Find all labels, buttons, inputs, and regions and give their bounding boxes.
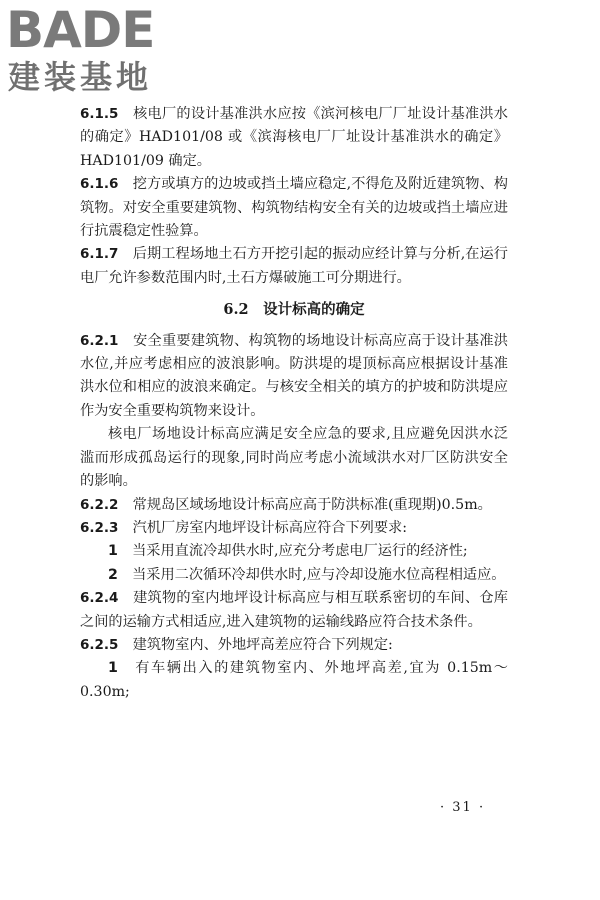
clause-6-2-3 xyxy=(80,517,508,540)
clause-number: 6.2.5 xyxy=(80,636,119,653)
clause-number: 6.2.4 xyxy=(80,590,119,607)
clause-text: 安全重要建筑物、构筑物的场地设计标高应高于设计基准洪水位,并应考虑相应的波浪影响。防洪堤的堤顶标高应根据设计基准洪水位和相应的波浪来确定。与核安全相关的填方的护坡和防洪堤应作为安全重要构筑物来设计。 xyxy=(80,332,508,419)
clause-number: 6.2.2 xyxy=(80,496,119,513)
item-text: 当采用直流冷却供水时,应充分考虑电厂运行的经济性; xyxy=(132,543,468,560)
item-text: 有车辆出入的建筑物室内、外地坪高差,宜为 0.15m～0.30m; xyxy=(80,660,508,700)
clause-number: 6.2.1 xyxy=(80,332,119,349)
list-item xyxy=(80,657,508,704)
clause-6-1-7 xyxy=(80,243,508,290)
item-number: 2 xyxy=(108,566,118,583)
item-number: 1 xyxy=(108,660,118,677)
clause-text: 常规岛区域场地设计标高应高于防洪标准(重现期)0.5m。 xyxy=(132,496,492,513)
clause-6-2-5 xyxy=(80,634,508,657)
clause-6-1-6 xyxy=(80,173,508,243)
clause-6-2-4 xyxy=(80,587,508,634)
item-text: 当采用二次循环冷却供水时,应与冷却设施水位高程相适应。 xyxy=(132,566,506,583)
clause-text: 后期工程场地土石方开挖引起的振动应经计算与分析,在运行电厂允许参数范围内时,土石方爆破施工可分期进行。 xyxy=(80,246,508,286)
logo-text-en: BADE xyxy=(6,1,155,59)
list-item xyxy=(80,540,508,563)
clause-6-2-2 xyxy=(80,494,508,517)
clause-text: 核电厂场地设计标高应满足安全应急的要求,且应避免因洪水泛滥而形成孤岛运行的现象,同时尚应考虑小流域洪水对厂区防洪安全的影响。 xyxy=(80,426,508,490)
section-title: 设计标高的确定 xyxy=(263,301,365,319)
clause-number: 6.1.5 xyxy=(80,106,119,122)
section-heading xyxy=(80,298,508,321)
document-body xyxy=(80,103,508,704)
clause-6-2-1-paragraph-2 xyxy=(80,423,508,493)
clause-text: 汽机厂房室内地坪设计标高应符合下列要求: xyxy=(132,519,407,536)
page-number: · 31 · xyxy=(440,800,486,815)
clause-text: 建筑物的室内地坪设计标高应与相互联系密切的车间、仓库之间的运输方式相适应,进入建筑物的运输线路应符合技术条件。 xyxy=(80,590,508,630)
watermark-logo xyxy=(6,2,176,102)
list-item xyxy=(80,564,508,587)
logo-text-cn: 建装基地 xyxy=(8,58,153,96)
section-number: 6.2 xyxy=(223,301,249,319)
item-number: 1 xyxy=(108,543,118,560)
clause-number: 6.1.6 xyxy=(80,176,119,193)
clause-text: 核电厂的设计基准洪水应按《滨河核电厂厂址设计基准洪水的确定》HAD101/08 或《滨海核电厂厂址设计基准洪水的确定》HAD101/09 确定。 xyxy=(80,106,508,169)
clause-text: 建筑物室内、外地坪高差应符合下列规定: xyxy=(132,636,393,653)
clause-number: 6.1.7 xyxy=(80,246,119,263)
clause-6-2-1 xyxy=(80,330,508,424)
clause-text: 挖方或填方的边坡或挡土墙应稳定,不得危及附近建筑物、构筑物。对安全重要建筑物、构筑物结构安全有关的边坡或挡土墙应进行抗震稳定性验算。 xyxy=(80,176,508,240)
clause-6-1-5 xyxy=(80,103,508,173)
clause-number: 6.2.3 xyxy=(80,519,119,536)
